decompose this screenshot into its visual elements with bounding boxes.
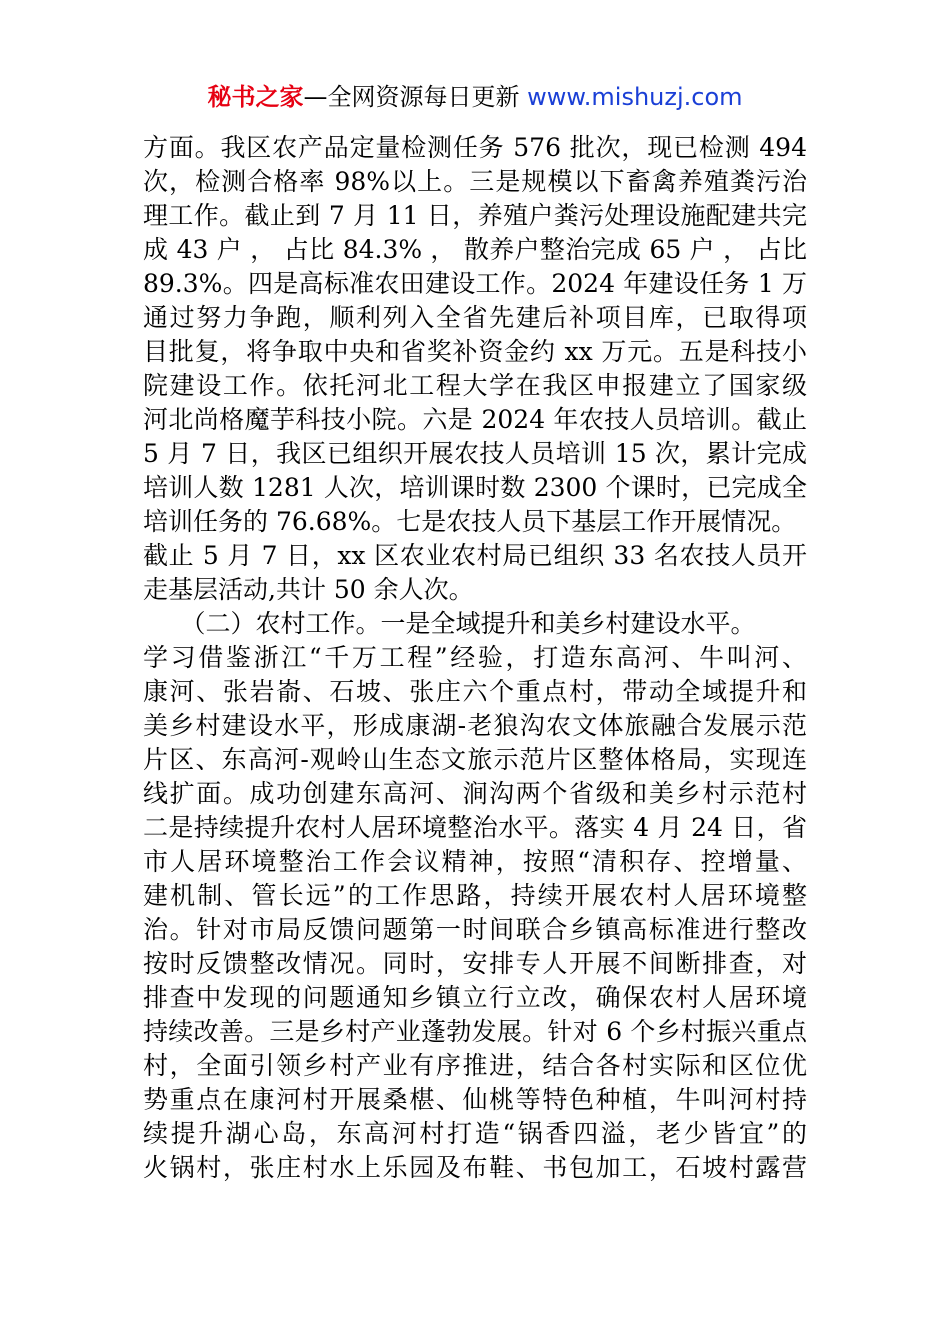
- text-line: 势重点在康河村开展桑椹、仙桃等特色种植，牛叫河村持: [143, 1085, 807, 1114]
- text-line: 目批复，将争取中央和省奖补资金约 xx 万元。五是科技小: [143, 337, 807, 366]
- site-url-link[interactable]: www.mishuzj.com: [527, 83, 743, 111]
- text-line: 火锅村，张庄村水上乐园及布鞋、书包加工，石坡村露营: [143, 1153, 807, 1182]
- header-tagline: —全网资源每日更新: [303, 83, 520, 111]
- text-line: 次，检测合格率 98%以上。三是规模以下畜禽养殖粪污治: [143, 167, 807, 196]
- text-line: 成 43 户 ， 占比 84.3% ， 散养户整治完成 65 户 ， 占比: [143, 235, 807, 264]
- body-text: [143, 131, 807, 1185]
- brand-name: 秘书之家: [207, 83, 304, 111]
- text-line: 理工作。截止到 7 月 11 日，养殖户粪污处理设施配建共完: [143, 201, 807, 230]
- text-line: 学习借鉴浙江“千万工程”经验，打造东高河、牛叫河、: [143, 643, 807, 672]
- text-line: 片区、东高河-观岭山生态文旅示范片区整体格局，实现连: [143, 745, 807, 774]
- text-line: 续提升湖心岛，东高河村打造“锅香四溢，老少皆宜”的: [143, 1119, 807, 1148]
- text-line: 市人居环境整治工作会议精神，按照“清积存、控增量、: [143, 847, 807, 876]
- text-line: 走基层活动,共计 50 余人次。: [143, 575, 474, 604]
- text-line: 排查中发现的问题通知乡镇立行立改，确保农村人居环境: [143, 983, 807, 1012]
- text-line: 治。针对市局反馈问题第一时间联合乡镇高标准进行整改: [143, 915, 807, 944]
- text-line: 方面。我区农产品定量检测任务 576 批次，现已检测 494: [143, 133, 807, 162]
- text-line: 按时反馈整改情况。同时，安排专人开展不间断排查，对: [143, 949, 807, 978]
- text-line: 5 月 7 日，我区已组织开展农技人员培训 15 次，累计完成: [143, 439, 807, 468]
- text-line: 截止 5 月 7 日，xx 区农业农村局已组织 33 名农技人员开: [143, 541, 807, 570]
- text-line: 建机制、管长远”的工作思路，持续开展农村人居环境整: [143, 881, 807, 910]
- text-line: 河北尚格魔芋科技小院。六是 2024 年农技人员培训。截止: [143, 405, 807, 434]
- text-line: 培训任务的 76.68%。七是农技人员下基层工作开展情况。: [143, 507, 797, 536]
- text-line: 通过努力争跑，顺利列入全省先建后补项目库，已取得项: [143, 303, 807, 332]
- text-line: 村，全面引领乡村产业有序推进，结合各村实际和区位优: [143, 1051, 807, 1080]
- text-line: （二）农村工作。一是全域提升和美乡村建设水平。: [143, 609, 756, 638]
- text-line: 康河、张岩嵛、石坡、张庄六个重点村，带动全域提升和: [143, 677, 807, 706]
- text-line: 89.3%。四是高标准农田建设工作。2024 年建设任务 1 万: [143, 269, 807, 298]
- text-line: 院建设工作。依托河北工程大学在我区申报建立了国家级: [143, 371, 807, 400]
- text-line: 培训人数 1281 人次，培训课时数 2300 个课时，已完成全: [143, 473, 807, 502]
- site-header: [0, 80, 950, 114]
- text-line: 美乡村建设水平，形成康湖-老狼沟农文体旅融合发展示范: [143, 711, 807, 740]
- text-line: 持续改善。三是乡村产业蓬勃发展。针对 6 个乡村振兴重点: [143, 1017, 807, 1046]
- text-line: 线扩面。成功创建东高河、涧沟两个省级和美乡村示范村: [143, 779, 807, 808]
- text-line: 二是持续提升农村人居环境整治水平。落实 4 月 24 日，省: [143, 813, 807, 842]
